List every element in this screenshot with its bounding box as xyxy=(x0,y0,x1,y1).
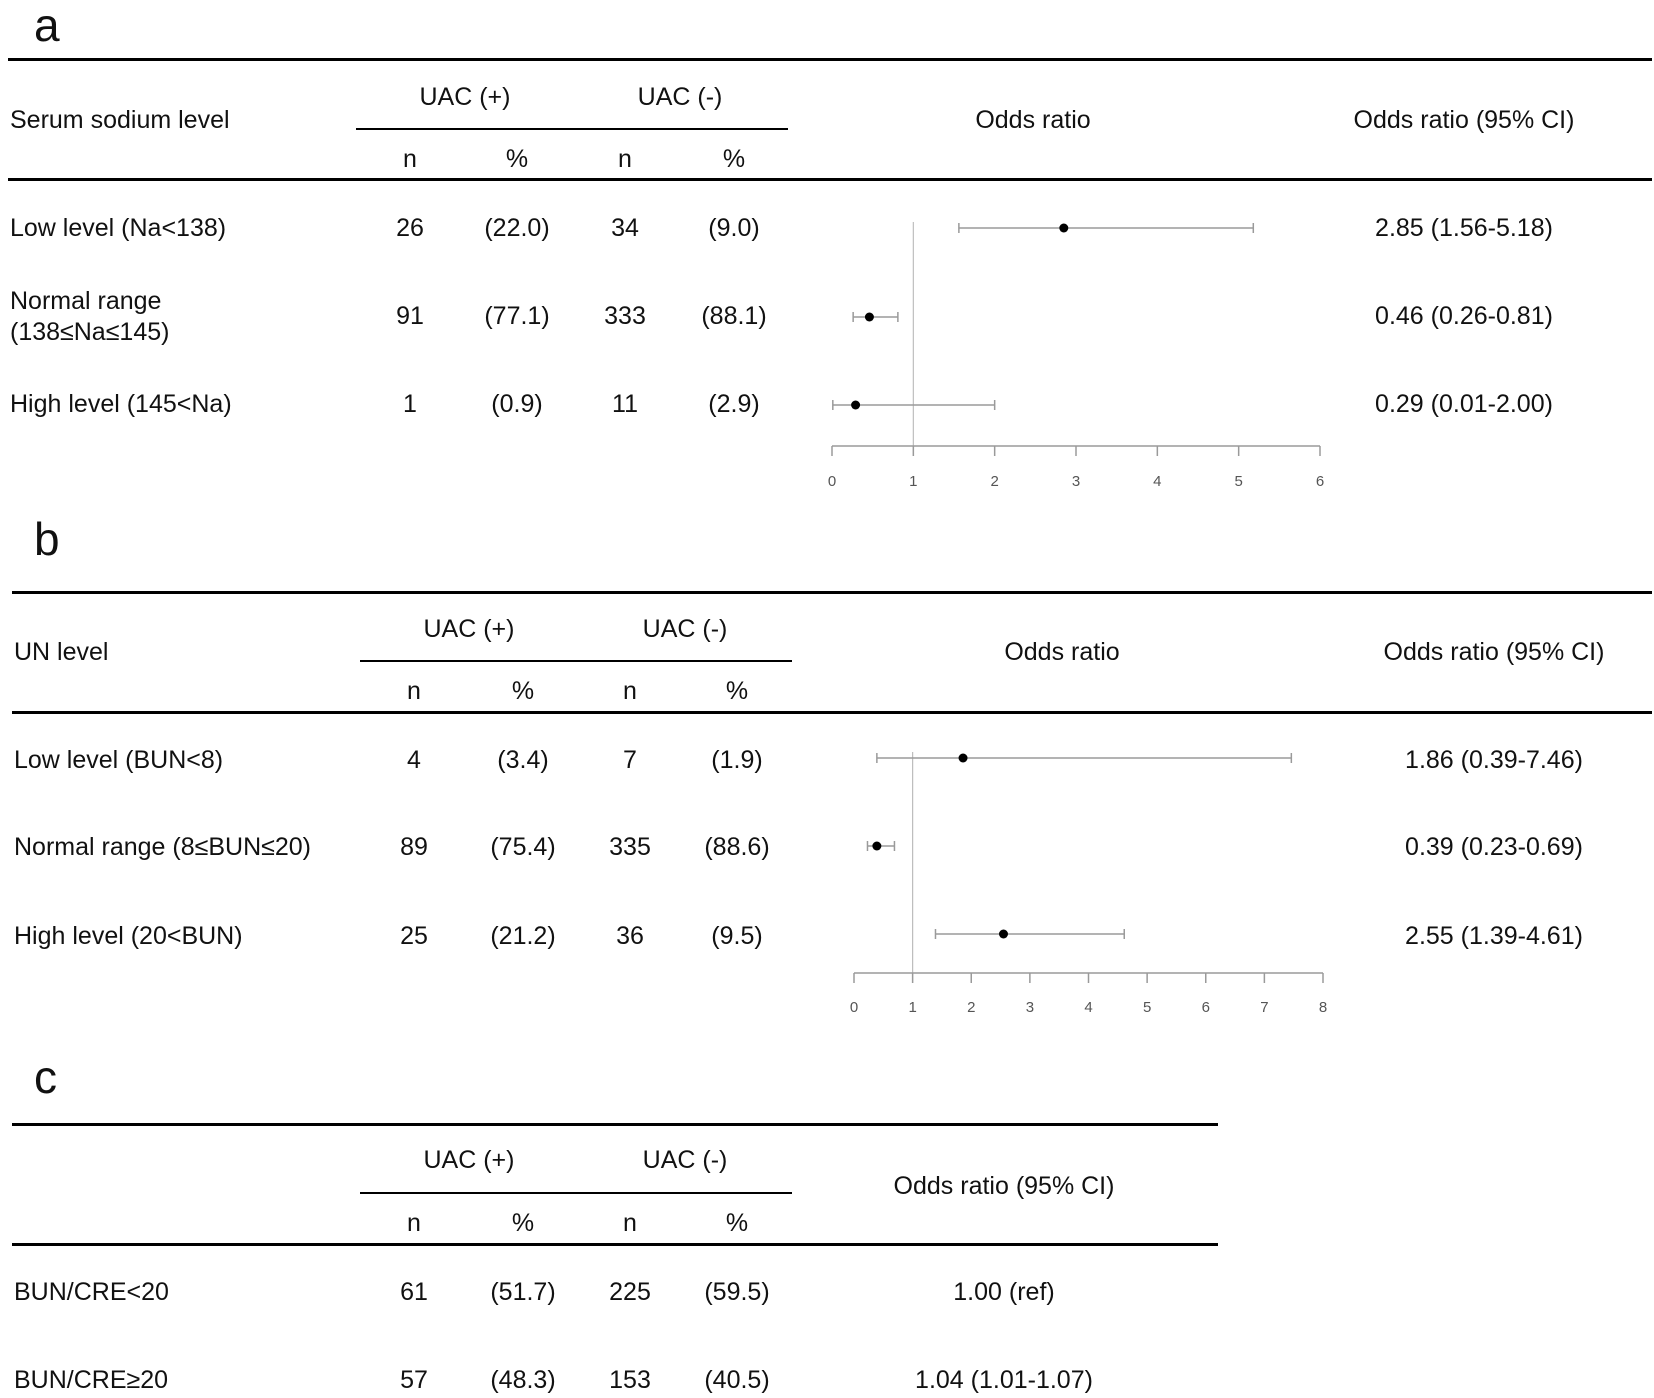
row-label: Normal range xyxy=(10,287,162,315)
group-header-uac-pos: UAC (+) xyxy=(419,83,511,111)
x-tick-label: 4 xyxy=(1084,999,1093,1016)
header-rule xyxy=(12,1243,1218,1246)
subheader-pct: % xyxy=(511,677,535,705)
uac-neg-pct: (1.9) xyxy=(711,746,763,774)
row-label: BUN/CRE<20 xyxy=(14,1278,169,1306)
uac-pos-n: 89 xyxy=(400,833,428,861)
plot-header: Odds ratio xyxy=(1004,638,1120,666)
uac-neg-pct: (88.1) xyxy=(701,302,767,330)
x-tick-label: 3 xyxy=(1071,473,1081,490)
ci-header: Odds ratio (95% CI) xyxy=(1383,638,1605,666)
uac-neg-n: 333 xyxy=(604,302,646,330)
ci-header: Odds ratio (95% CI) xyxy=(1353,106,1575,134)
subheader-pct: % xyxy=(725,1209,749,1237)
panel-letter: a xyxy=(34,0,60,51)
uac-pos-n: 26 xyxy=(396,214,424,242)
row-header: Serum sodium level xyxy=(10,106,230,134)
uac-neg-n: 335 xyxy=(609,833,651,861)
uac-neg-n: 11 xyxy=(612,390,638,418)
odds-ratio-ci: 1.04 (1.01-1.07) xyxy=(915,1366,1093,1394)
x-tick-label: 2 xyxy=(990,473,999,490)
row-label: High level (20<BUN) xyxy=(14,922,243,950)
uac-pos-pct: (0.9) xyxy=(491,390,543,418)
subheader-pct: % xyxy=(505,145,529,173)
group-rule xyxy=(360,1192,792,1194)
x-tick-label: 6 xyxy=(1201,999,1210,1016)
row-label: High level (145<Na) xyxy=(10,390,232,418)
uac-pos-n: 57 xyxy=(400,1366,428,1394)
row-label-line2: (138≤Na≤145) xyxy=(10,318,170,346)
uac-pos-pct: (21.2) xyxy=(490,922,556,950)
panel-letter: b xyxy=(34,513,60,565)
point-estimate xyxy=(872,842,881,851)
x-tick-label: 7 xyxy=(1260,999,1269,1016)
uac-pos-n: 1 xyxy=(403,390,417,418)
x-tick-label: 1 xyxy=(909,473,918,490)
subheader-pct: % xyxy=(511,1209,535,1237)
ci-header: Odds ratio (95% CI) xyxy=(893,1172,1115,1200)
uac-pos-pct: (75.4) xyxy=(490,833,556,861)
odds-ratio-ci: 2.55 (1.39-4.61) xyxy=(1405,922,1583,950)
uac-pos-n: 91 xyxy=(396,302,424,330)
uac-neg-n: 34 xyxy=(611,214,639,242)
row-label: Low level (BUN<8) xyxy=(14,746,224,774)
group-header-uac-neg: UAC (-) xyxy=(642,1146,728,1174)
x-tick-label: 3 xyxy=(1025,999,1035,1016)
group-header-uac-neg: UAC (-) xyxy=(637,83,723,111)
subheader-n: n xyxy=(618,145,632,173)
group-header-uac-pos: UAC (+) xyxy=(423,615,515,643)
uac-neg-pct: (2.9) xyxy=(708,390,760,418)
row-label: BUN/CRE≥20 xyxy=(14,1366,169,1394)
x-tick-label: 0 xyxy=(827,473,837,490)
x-tick-label: 6 xyxy=(1315,473,1325,490)
uac-pos-n: 25 xyxy=(400,922,428,950)
subheader-n: n xyxy=(623,677,637,705)
point-estimate xyxy=(959,754,968,763)
uac-neg-pct: (88.6) xyxy=(704,833,770,861)
x-tick-label: 2 xyxy=(967,999,976,1016)
x-tick-label: 0 xyxy=(849,999,859,1016)
group-header-uac-pos: UAC (+) xyxy=(423,1146,515,1174)
x-tick-label: 5 xyxy=(1142,999,1152,1016)
uac-pos-pct: (3.4) xyxy=(497,746,549,774)
odds-ratio-ci: 1.86 (0.39-7.46) xyxy=(1405,746,1583,774)
x-tick-label: 5 xyxy=(1234,473,1243,490)
uac-pos-n: 4 xyxy=(407,746,421,774)
uac-neg-n: 153 xyxy=(609,1366,651,1394)
uac-neg-pct: (40.5) xyxy=(704,1366,770,1394)
uac-pos-pct: (77.1) xyxy=(484,302,550,330)
row-header: UN level xyxy=(14,638,109,666)
uac-neg-n: 7 xyxy=(623,746,637,774)
subheader-n: n xyxy=(407,1209,421,1237)
uac-neg-pct: (59.5) xyxy=(704,1278,770,1306)
uac-neg-pct: (9.0) xyxy=(708,214,760,242)
subheader-n: n xyxy=(403,145,417,173)
x-tick-label: 8 xyxy=(1318,999,1328,1016)
x-tick-label: 1 xyxy=(908,999,917,1016)
odds-ratio-ci: 1.00 (ref) xyxy=(953,1278,1055,1306)
panel-letter: c xyxy=(34,1051,57,1103)
uac-pos-pct: (51.7) xyxy=(490,1278,556,1306)
uac-neg-n: 36 xyxy=(616,922,644,950)
subheader-n: n xyxy=(623,1209,637,1237)
row-label: Low level (Na<138) xyxy=(10,214,227,242)
point-estimate xyxy=(999,930,1008,939)
row-label: Normal range (8≤BUN≤20) xyxy=(14,833,311,861)
odds-ratio-ci: 2.85 (1.56-5.18) xyxy=(1375,214,1553,242)
uac-pos-n: 61 xyxy=(400,1278,428,1306)
odds-ratio-ci: 0.29 (0.01-2.00) xyxy=(1375,390,1553,418)
subheader-pct: % xyxy=(722,145,746,173)
odds-ratio-ci: 0.39 (0.23-0.69) xyxy=(1405,833,1583,861)
top-rule xyxy=(12,1123,1218,1126)
uac-pos-pct: (48.3) xyxy=(490,1366,556,1394)
uac-neg-n: 225 xyxy=(609,1278,651,1306)
x-tick-label: 4 xyxy=(1153,473,1162,490)
plot-header: Odds ratio xyxy=(975,106,1091,134)
uac-pos-pct: (22.0) xyxy=(484,214,550,242)
group-header-uac-neg: UAC (-) xyxy=(642,615,728,643)
subheader-pct: % xyxy=(725,677,749,705)
odds-ratio-ci: 0.46 (0.26-0.81) xyxy=(1375,302,1553,330)
subheader-n: n xyxy=(407,677,421,705)
uac-neg-pct: (9.5) xyxy=(711,922,763,950)
